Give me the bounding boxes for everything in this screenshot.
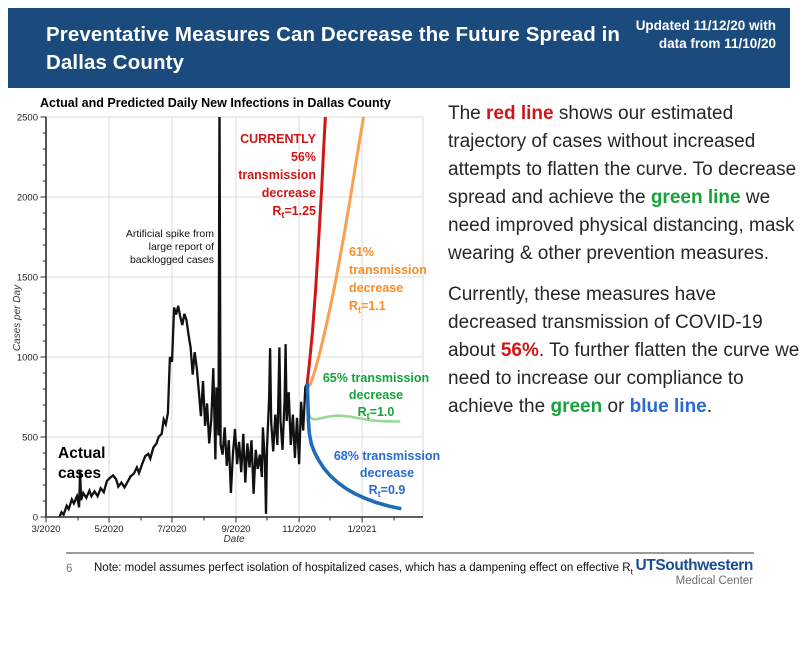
svg-text:68% transmission: 68% transmission xyxy=(333,449,441,463)
x-tick-label: 1/2021 xyxy=(347,524,377,535)
y-axis-label: Cases per Day xyxy=(12,284,23,352)
svg-text:decrease: decrease xyxy=(359,466,415,480)
svg-text:Rt=1.1: $R_t=1.1$ xyxy=(349,299,386,315)
explanation-paragraph-2 xyxy=(448,281,800,421)
svg-text:Rt=1.0: $R_t=1.0$ xyxy=(357,405,395,421)
chart xyxy=(0,90,446,564)
updated-note xyxy=(636,17,776,52)
slide-title-line2: Dallas County xyxy=(46,51,184,75)
x-tick-label: 11/2020 xyxy=(282,524,316,535)
y-tick-label: 0 xyxy=(32,512,38,524)
footer-divider xyxy=(66,552,754,554)
text-segment: The xyxy=(448,103,487,124)
red-line-label xyxy=(238,132,316,220)
text-segment: . xyxy=(706,396,713,417)
text-segment: Currently, these measures have decreased transmission of COVID-19 about xyxy=(448,284,763,361)
y-tick-label: 2000 xyxy=(16,192,38,204)
text-segment: or xyxy=(602,396,630,417)
text-segment: we need improved physical distancing, mask wearing & other prevention measures. xyxy=(448,187,795,264)
svg-text:Rt=1.25: $R_t=1.25$ xyxy=(272,204,316,220)
svg-text:decrease: decrease xyxy=(349,281,404,295)
green-line-label xyxy=(323,371,429,421)
svg-text:decrease: decrease xyxy=(261,186,316,200)
rt-base: R xyxy=(622,562,631,574)
text-segment: blue line xyxy=(629,396,707,417)
chart-title: Actual and Predicted Daily New Infections in Dallas County xyxy=(40,96,391,110)
svg-text:large report of: large report of xyxy=(148,241,214,253)
x-tick-label: 9/2020 xyxy=(221,524,251,535)
y-tick-label: 2500 xyxy=(16,112,38,124)
slide-title xyxy=(46,21,671,78)
actual-cases-label xyxy=(58,445,105,482)
x-axis-label: Date xyxy=(223,534,245,545)
x-tick-label: 7/2020 xyxy=(157,524,187,535)
text-segment: . To further flatten the curve we need to increase our compliance to achieve the xyxy=(448,340,800,417)
orange-line-label xyxy=(349,245,427,315)
y-tick-label: 500 xyxy=(22,432,38,444)
spike-annotation xyxy=(126,228,214,266)
chart-svg xyxy=(0,90,446,564)
x-tick-label: 3/2020 xyxy=(31,524,61,535)
svg-text:65% transmission: 65% transmission xyxy=(322,371,430,385)
svg-text:61%: 61% xyxy=(349,245,375,259)
svg-text:CURRENTLY: CURRENTLY xyxy=(240,132,316,146)
page-number: 6 xyxy=(66,563,73,575)
text-segment: 56% xyxy=(500,340,539,361)
text-segment: red line xyxy=(486,103,554,124)
header-bar xyxy=(8,8,790,88)
utsw-logo-wordmark: UTSouthwestern xyxy=(635,557,753,574)
updated-note-line1: Updated 11/12/20 with xyxy=(635,18,776,33)
x-tick-label: 5/2020 xyxy=(94,524,124,535)
footnote-text: Note: model assumes perfect isolation of hospitalized cases, which has a dampening effect on effective xyxy=(94,562,623,574)
svg-text:Rt=0.9: $R_t=0.9$ xyxy=(368,483,406,499)
svg-text:56%: 56% xyxy=(290,150,316,164)
utsw-logo-medical-center: Medical Center xyxy=(675,574,753,587)
svg-text:Actual: Actual xyxy=(58,445,106,462)
text-segment: green xyxy=(550,396,603,417)
explanation-panel xyxy=(448,100,800,434)
svg-text:transmission: transmission xyxy=(238,168,316,182)
footnote xyxy=(94,562,633,576)
y-tick-label: 1000 xyxy=(16,352,38,364)
text-segment: shows our estimated trajectory of cases without increased attempts to flatten the curve. To decrease spread and achieve the xyxy=(448,103,797,208)
svg-text:Artificial spike from: Artificial spike from xyxy=(125,228,214,240)
slide-title-line1: Preventative Measures Can Decrease the Future Spread in xyxy=(46,23,621,46)
text-segment: green line xyxy=(650,187,741,208)
svg-text:transmission: transmission xyxy=(349,263,427,277)
y-tick-label: 1500 xyxy=(16,272,38,284)
rt-subscript: t xyxy=(630,566,633,577)
updated-note-line2: data from 11/10/20 xyxy=(658,35,776,51)
svg-text:backlogged cases: backlogged cases xyxy=(129,254,214,266)
svg-text:cases: cases xyxy=(58,465,102,482)
utsw-logo xyxy=(635,557,753,588)
svg-text:decrease: decrease xyxy=(348,388,404,402)
explanation-paragraph-1 xyxy=(448,100,800,268)
